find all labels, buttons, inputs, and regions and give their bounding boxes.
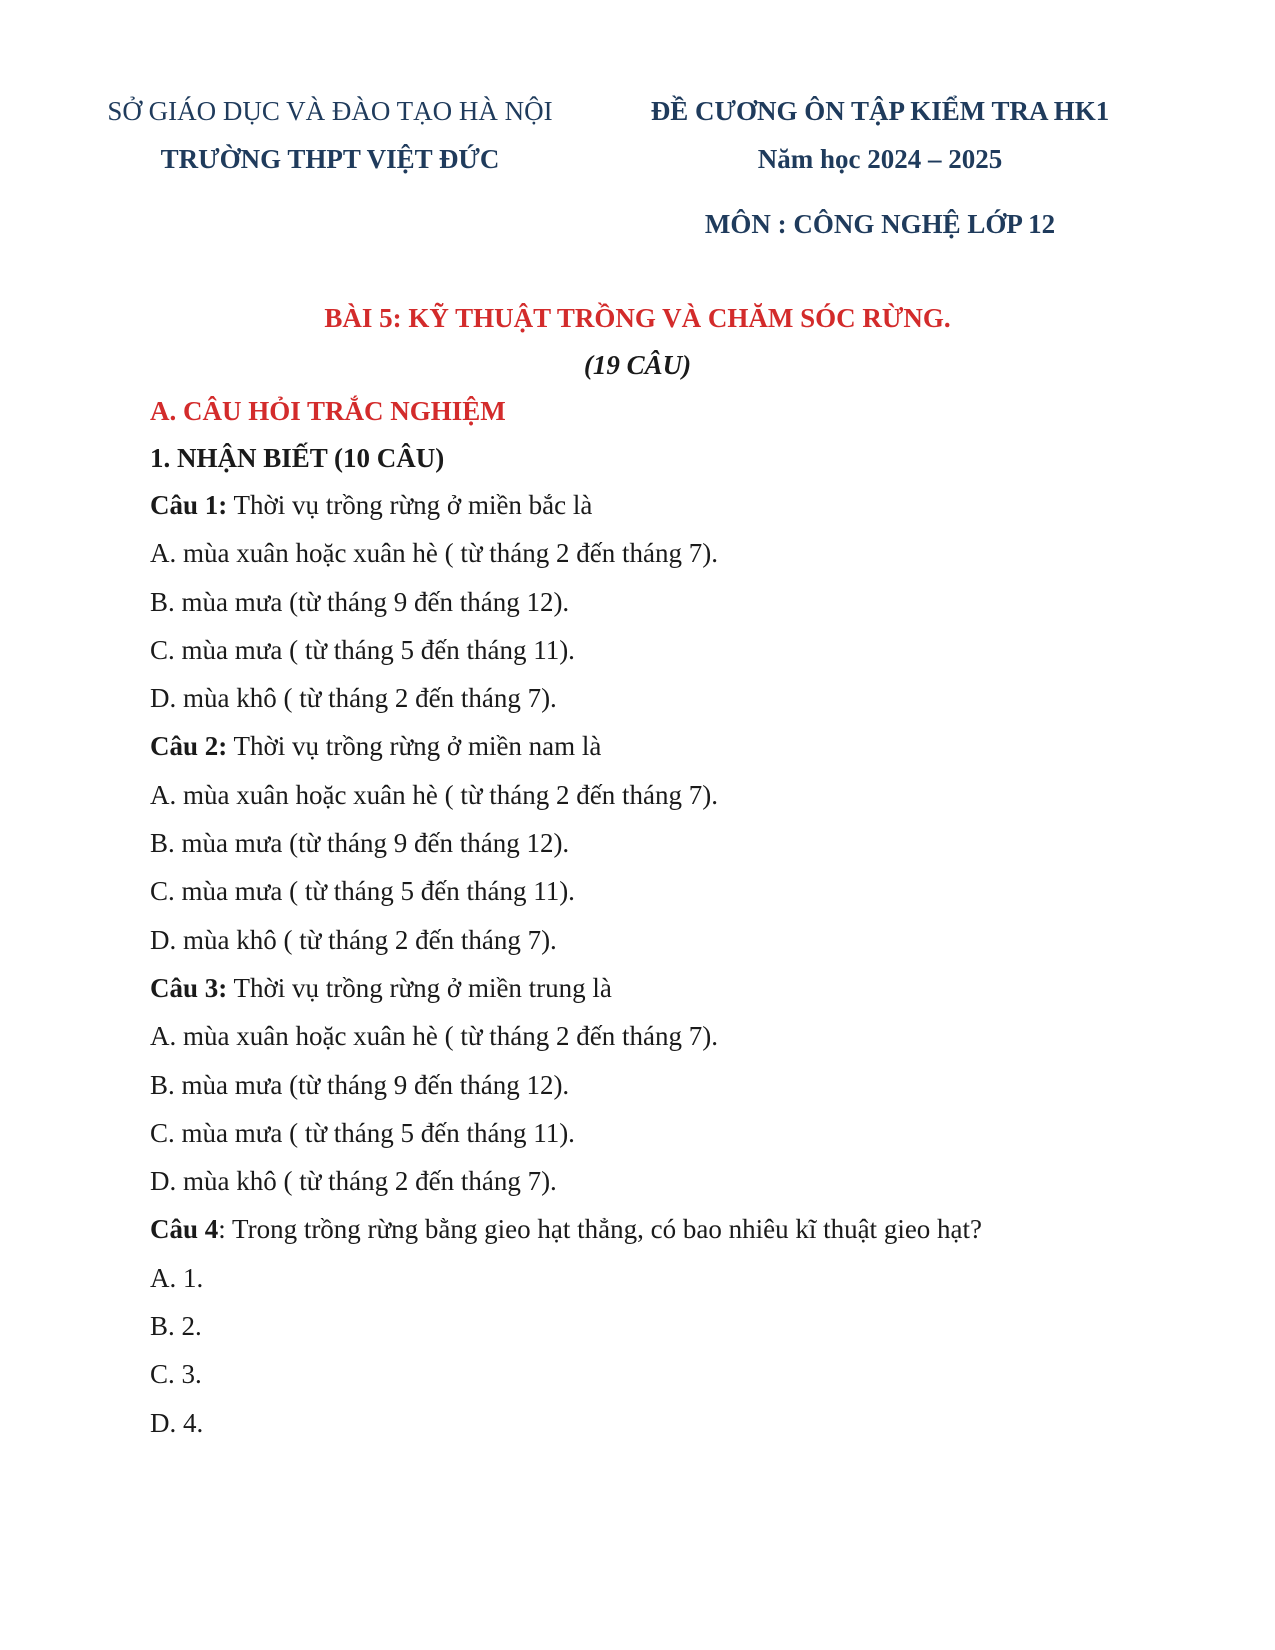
option-c: C. mùa mưa ( từ tháng 5 đến tháng 11). xyxy=(150,634,575,665)
option-c: C. mùa mưa ( từ tháng 5 đến tháng 11). xyxy=(150,876,575,907)
question-3 xyxy=(150,964,1215,1012)
question-label: Câu 4 xyxy=(150,1214,219,1245)
question-text: Thời vụ trồng rừng ở miền nam là xyxy=(227,731,602,762)
question-text: : Trong trồng rừng bằng gieo hạt thẳng, có bao nhiêu kĩ thuật gieo hạt? xyxy=(218,1214,983,1245)
option-a: A. 1. xyxy=(150,1262,204,1293)
option-b: B. mùa mưa (từ tháng 9 đến tháng 12). xyxy=(150,1069,570,1100)
subject-title: MÔN : CÔNG NGHỆ LỚP 12 xyxy=(704,209,1056,239)
department-name: SỞ GIÁO DỤC VÀ ĐÀO TẠO HÀ NỘI xyxy=(107,96,553,126)
option-c: C. 3. xyxy=(150,1359,202,1390)
question-label: Câu 3: xyxy=(150,972,228,1003)
section-a-heading: A. CÂU HỎI TRẮC NGHIỆM xyxy=(150,396,506,426)
question-4 xyxy=(150,1205,1215,1253)
option-b: B. 2. xyxy=(150,1311,202,1342)
lesson-title: BÀI 5: KỸ THUẬT TRỒNG VÀ CHĂM SÓC RỪNG. xyxy=(324,303,951,333)
section-1-heading: 1. NHẬN BIẾT (10 CÂU) xyxy=(150,443,445,473)
option-d: D. 4. xyxy=(150,1407,204,1438)
option-b: B. mùa mưa (từ tháng 9 đến tháng 12). xyxy=(150,586,570,617)
option-d: D. mùa khô ( từ tháng 2 đến tháng 7). xyxy=(150,1166,557,1197)
lesson-question-count: (19 CÂU) xyxy=(583,350,692,380)
option-c: C. mùa mưa ( từ tháng 5 đến tháng 11). xyxy=(150,1117,575,1148)
option-a: A. mùa xuân hoặc xuân hè ( từ tháng 2 đến tháng 7). xyxy=(150,1021,718,1052)
option-a: A. mùa xuân hoặc xuân hè ( từ tháng 2 đến tháng 7). xyxy=(150,538,718,569)
question-text: Thời vụ trồng rừng ở miền trung là xyxy=(227,972,612,1003)
question-list xyxy=(150,481,1215,1447)
question-1 xyxy=(150,481,1215,529)
question-2 xyxy=(150,722,1215,770)
school-year: Năm học 2024 – 2025 xyxy=(757,144,1003,174)
question-label: Câu 2: xyxy=(150,731,228,762)
option-a: A. mùa xuân hoặc xuân hè ( từ tháng 2 đến tháng 7). xyxy=(150,779,718,810)
document-title: ĐỀ CƯƠNG ÔN TẬP KIỂM TRA HK1 xyxy=(650,96,1110,126)
school-name: TRƯỜNG THPT VIỆT ĐỨC xyxy=(160,144,500,174)
option-b: B. mùa mưa (từ tháng 9 đến tháng 12). xyxy=(150,828,570,859)
option-d: D. mùa khô ( từ tháng 2 đến tháng 7). xyxy=(150,924,557,955)
option-d: D. mùa khô ( từ tháng 2 đến tháng 7). xyxy=(150,683,557,714)
question-label: Câu 1: xyxy=(150,490,228,520)
question-text: Thời vụ trồng rừng ở miền bắc là xyxy=(227,490,593,520)
